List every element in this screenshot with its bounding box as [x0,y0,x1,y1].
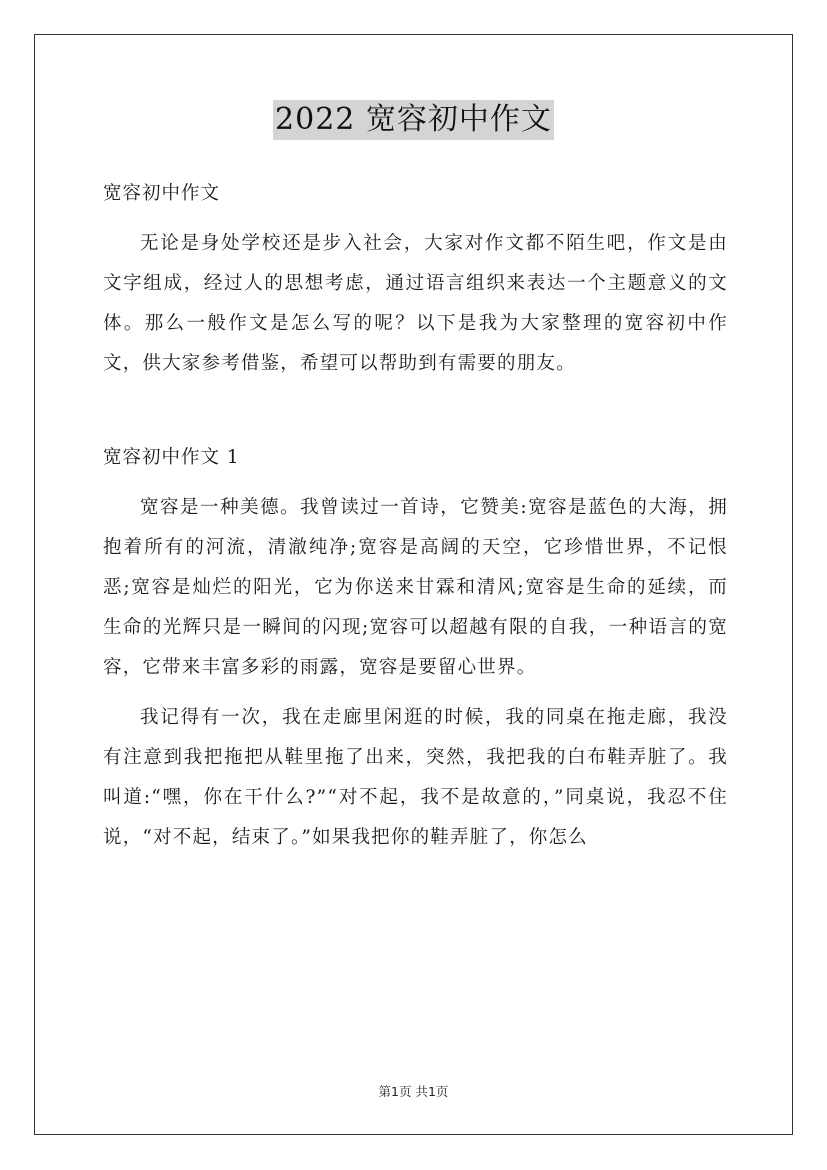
document-body [103,174,728,858]
intro-paragraph: 无论是身处学校还是步入社会，大家对作文都不陌生吧，作文是由文字组成，经过人的思想考虑，通过语言组织来表达一个主题意义的文体。那么一般作文是怎么写的呢？以下是我为大家整理的宽容初中作文，供大家参考借鉴，希望可以帮助到有需要的朋友。 [103,233,728,374]
page-footer: 第1页 共1页 [378,1084,449,1099]
essay-paragraph-1: 宽容是一种美德。我曾读过一首诗，它赞美:宽容是蓝色的大海，拥抱着所有的河流，清澈纯净;宽容是高阔的天空，它珍惜世界，不记恨恶;宽容是灿烂的阳光，它为你送来甘霖和清风;宽容是生命的延续，而生命的光辉只是一瞬间的闪现;宽容可以超越有限的自我，一种语言的宽容，它带来丰富多彩的雨露，宽容是要留心世界。 [103,497,728,678]
essay-paragraph-2: 我记得有一次，我在走廊里闲逛的时候，我的同桌在拖走廊，我没有注意到我把拖把从鞋里拖了出来，突然，我把我的白布鞋弄脏了。我叫道:“嘿，你在干什么?”“对不起，我不是故意的，”同桌说，我忍不住说，“对不起，结束了。”如果我把你的鞋弄脏了，你怎么 [103,707,728,848]
document-title: 2022 宽容初中作文 [273,100,554,140]
section-heading-intro: 宽容初中作文 [103,183,221,204]
section-heading-essay-1: 宽容初中作文 1 [103,447,240,468]
title-container [0,100,827,140]
